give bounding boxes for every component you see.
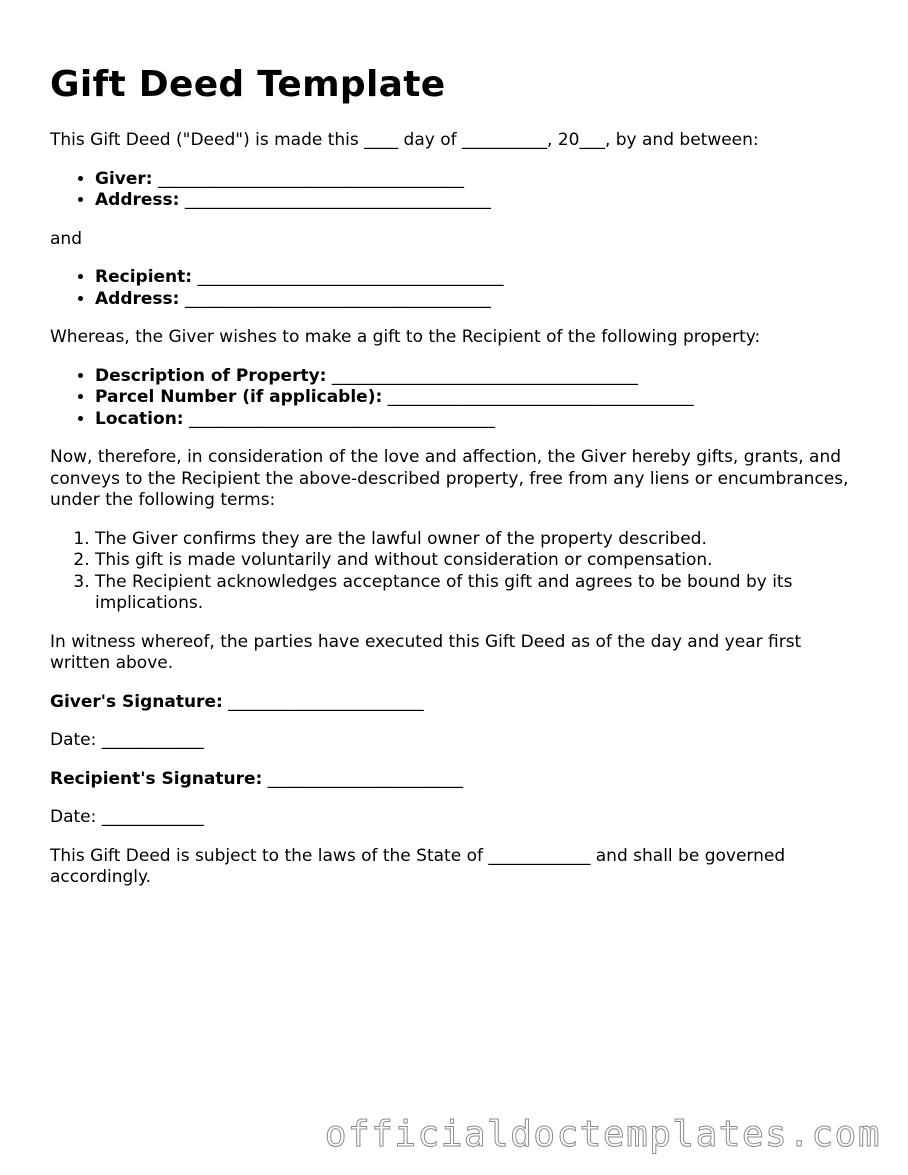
giver-fields-list — [50, 169, 850, 212]
field-blank: ____________________________________ — [326, 365, 638, 386]
list-item — [95, 169, 850, 191]
recipient-signature-line — [50, 769, 850, 791]
list-item — [95, 267, 850, 289]
field-blank: ____________________________________ — [382, 387, 694, 407]
field-label: Giver: — [95, 168, 153, 189]
watermark: officialdoctemplates.com — [324, 1114, 881, 1155]
signature-label: Giver's Signature: — [50, 691, 223, 712]
field-blank: ____________________________________ — [183, 408, 496, 429]
list-item: 1. The Giver confirms they are the lawful owner of the property described. — [95, 529, 850, 551]
field-label: Location: — [95, 408, 184, 429]
governing-law-paragraph: This Gift Deed is subject to the laws of the State of ____________ and shall be governed accordingly. — [50, 845, 786, 887]
list-item: 2. This gift is made voluntarily and without consideration or compensation. — [95, 550, 850, 572]
terms-list — [50, 529, 850, 615]
page-title: Gift Deed Template — [50, 64, 446, 105]
list-item — [95, 409, 850, 431]
now-therefore-paragraph: Now, therefore, in consideration of the love and affection, the Giver hereby gifts, grants, and conveys to the Recipient the above-described property, free from any liens or encumbrances, under the following terms: — [50, 447, 849, 510]
signature-label: Recipient's Signature: — [50, 768, 263, 789]
field-label: Parcel Number (if applicable): — [95, 387, 383, 407]
field-blank: ____________________________________ — [152, 168, 464, 189]
list-item — [95, 387, 850, 409]
field-label: Address: — [95, 190, 180, 210]
list-item — [95, 366, 850, 388]
list-item — [95, 190, 850, 212]
field-label: Address: — [95, 288, 180, 309]
recipient-date-line: Date: ____________ — [50, 807, 204, 827]
signature-blank: _______________________ — [262, 768, 464, 789]
list-item: 3. The Recipient acknowledges acceptance of this gift and agrees to be bound by its implications. — [95, 572, 850, 615]
field-blank: ____________________________________ — [179, 288, 491, 309]
list-item — [95, 289, 850, 311]
and-text: and — [50, 228, 82, 249]
field-blank: ____________________________________ — [192, 267, 504, 287]
giver-signature-line — [50, 692, 850, 714]
document-page — [50, 62, 850, 889]
recipient-fields-list — [50, 267, 850, 310]
field-label: Recipient: — [95, 267, 193, 287]
whereas-paragraph: Whereas, the Giver wishes to make a gift to the Recipient of the following property: — [50, 327, 761, 347]
signature-blank: _______________________ — [222, 691, 424, 712]
giver-date-line: Date: ____________ — [50, 730, 204, 750]
field-label: Description of Property: — [95, 365, 327, 386]
field-blank: ____________________________________ — [179, 190, 491, 210]
witness-paragraph: In witness whereof, the parties have executed this Gift Deed as of the day and year first written above. — [50, 631, 802, 673]
property-fields-list — [50, 366, 850, 431]
intro-paragraph: This Gift Deed ("Deed") is made this ____ day of __________, 20___, by and between: — [50, 130, 759, 150]
